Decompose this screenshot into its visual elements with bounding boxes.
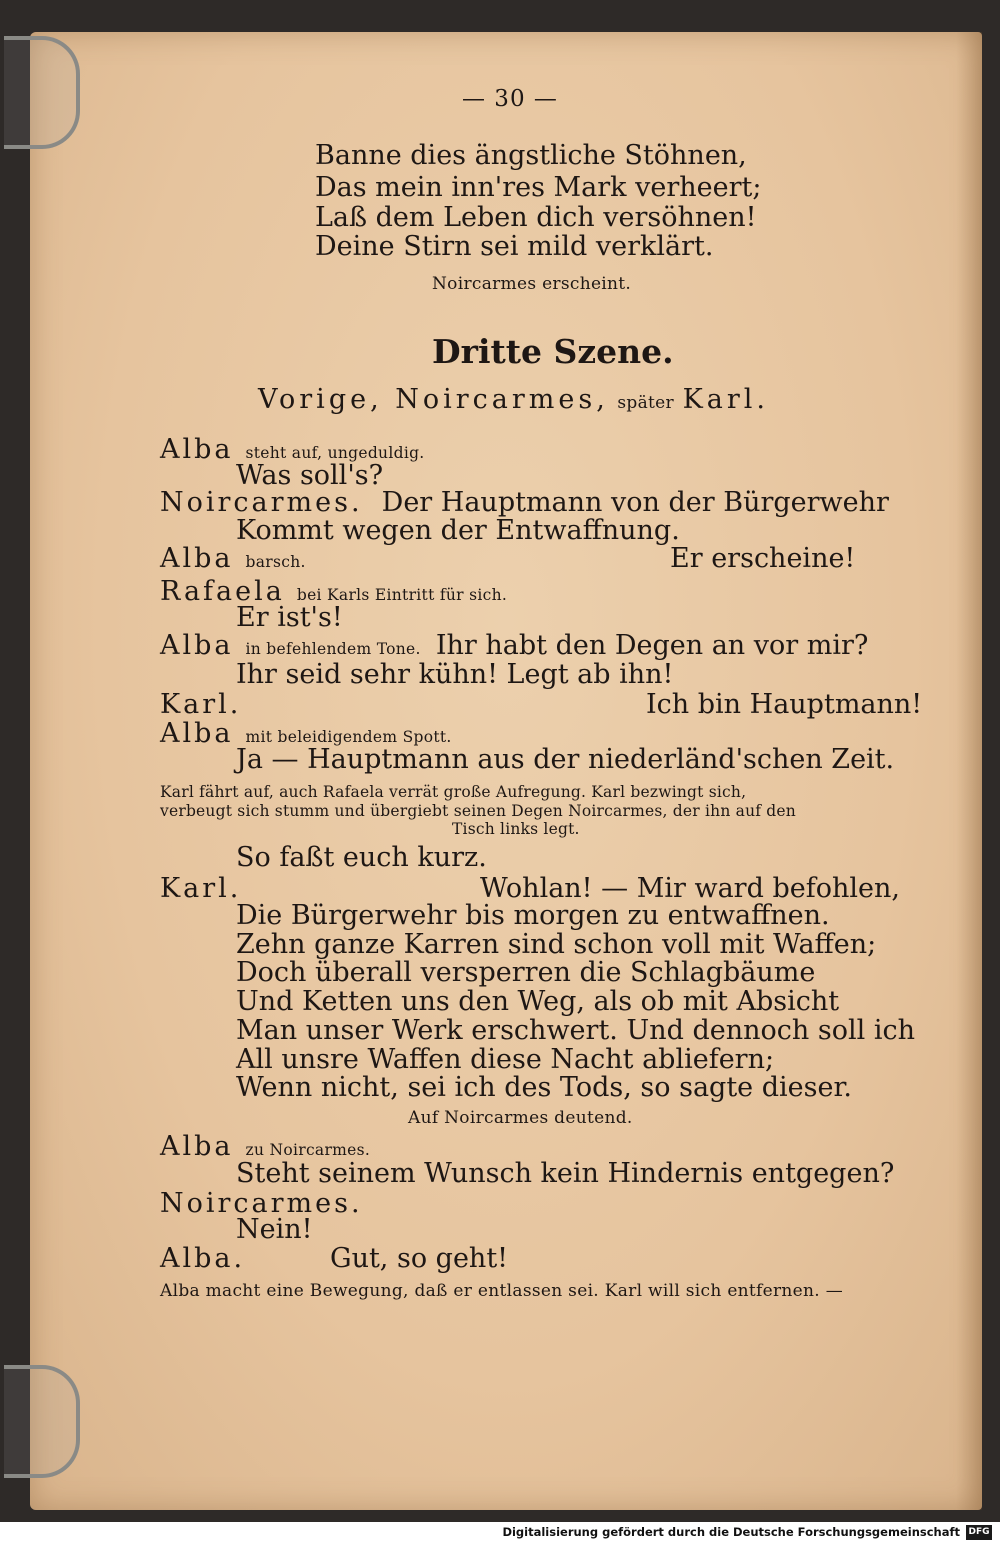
speaker-direction: in befehlendem Tone. <box>245 640 421 658</box>
speaker-direction: steht auf, ungeduldig. <box>245 444 425 462</box>
dialogue-line: Kommt wegen der Entwaffnung. <box>236 515 680 546</box>
dialogue-line: So faßt euch kurz. <box>236 842 487 873</box>
dialogue-line: Ja — Hauptmann aus der niederländ'schen Zeit. <box>236 744 895 775</box>
dfg-logo: DFG <box>966 1525 992 1540</box>
dialogue-text: Ihr habt den Degen an vor mir? <box>435 630 869 661</box>
speaker-name: Alba <box>160 718 234 749</box>
cast-later: später <box>617 393 674 413</box>
speaker-name: Alba <box>160 1131 234 1162</box>
dialogue-line: Nein! <box>236 1214 313 1245</box>
stage-direction: Tisch links legt. <box>452 820 580 838</box>
binding-clip-top <box>4 36 80 149</box>
footer-credit: Digitalisierung gefördert durch die Deutsche Forschungsgemeinschaft <box>502 1525 960 1539</box>
speaker-direction: zu Noircarmes. <box>245 1141 371 1159</box>
dialogue-text: Ich bin Hauptmann! <box>646 689 923 720</box>
speaker-name: Rafaela <box>160 576 285 607</box>
dialogue-line: Und Ketten uns den Weg, als ob mit Absicht <box>236 986 840 1017</box>
verse-line: Das mein inn'res Mark verheert; <box>315 172 762 203</box>
speaker-direction: barsch. <box>245 553 306 571</box>
cast-list <box>258 384 769 415</box>
speaker-name: Alba <box>160 543 234 574</box>
speaker-name: Karl. <box>160 873 242 904</box>
dialogue-speaker-line <box>160 487 889 518</box>
cast-karl: Karl. <box>682 384 769 415</box>
dialogue-line: Er ist's! <box>236 602 343 633</box>
footer-bar <box>0 1522 1000 1545</box>
scene-heading: Dritte Szene. <box>432 332 674 371</box>
dialogue-line: Die Bürgerwehr bis morgen zu entwaffnen. <box>236 900 830 931</box>
dialogue-speaker-line <box>160 543 306 574</box>
dialogue-line: Zehn ganze Karren sind schon voll mit Waffen; <box>236 929 877 960</box>
dialogue-text: Der Hauptmann von der Bürgerwehr <box>381 487 889 518</box>
dialogue-line: Ihr seid sehr kühn! Legt ab ihn! <box>236 659 674 690</box>
verse-line: Laß dem Leben dich versöhnen! <box>315 202 757 233</box>
speaker-name: Noircarmes. <box>160 487 363 518</box>
speaker-direction: mit beleidigendem Spott. <box>245 728 452 746</box>
dialogue-line: Man unser Werk erschwert. Und dennoch soll ich <box>236 1015 915 1046</box>
speaker-name: Alba <box>160 434 234 465</box>
stage-direction: Auf Noircarmes deutend. <box>408 1108 633 1128</box>
page-edge-shadow <box>956 32 982 1510</box>
dialogue-speaker-line <box>160 630 868 661</box>
stage-direction: verbeugt sich stumm und übergiebt seinen Degen Noircarmes, der ihn auf den <box>160 802 796 820</box>
dialogue-text: Er erscheine! <box>670 543 856 574</box>
speaker-name: Karl. <box>160 689 242 720</box>
dialogue-line: Doch überall versperren die Schlagbäume <box>236 957 816 988</box>
verse-line: Deine Stirn sei mild verklärt. <box>315 231 714 262</box>
stage-direction: Alba macht eine Bewegung, daß er entlassen sei. Karl will sich entfernen. — <box>160 1281 844 1301</box>
speaker-name: Alba. <box>160 1243 246 1274</box>
stage-direction: Noircarmes erscheint. <box>432 274 632 294</box>
speaker-name: Noircarmes. <box>160 1188 363 1219</box>
dialogue-line: Steht seinem Wunsch kein Hindernis entgegen? <box>236 1158 895 1189</box>
dialogue-line: Wenn nicht, sei ich des Tods, so sagte dieser. <box>236 1072 852 1103</box>
page-number: — 30 — <box>462 86 558 112</box>
cast-names: Vorige, Noircarmes, <box>258 384 609 415</box>
dialogue-line: All unsre Waffen diese Nacht abliefern; <box>236 1044 775 1075</box>
dialogue-line: Was soll's? <box>236 460 384 491</box>
speaker-direction: bei Karls Eintritt für sich. <box>296 586 508 604</box>
verse-line: Banne dies ängstliche Stöhnen, <box>315 140 747 171</box>
speaker-name: Alba <box>160 630 234 661</box>
stage-direction: Karl fährt auf, auch Rafaela verrät große Aufregung. Karl bezwingt sich, <box>160 783 747 801</box>
dialogue-text: Gut, so geht! <box>330 1243 509 1274</box>
dialogue-text: Wohlan! — Mir ward befohlen, <box>480 873 900 904</box>
binding-clip-bottom <box>4 1365 80 1478</box>
